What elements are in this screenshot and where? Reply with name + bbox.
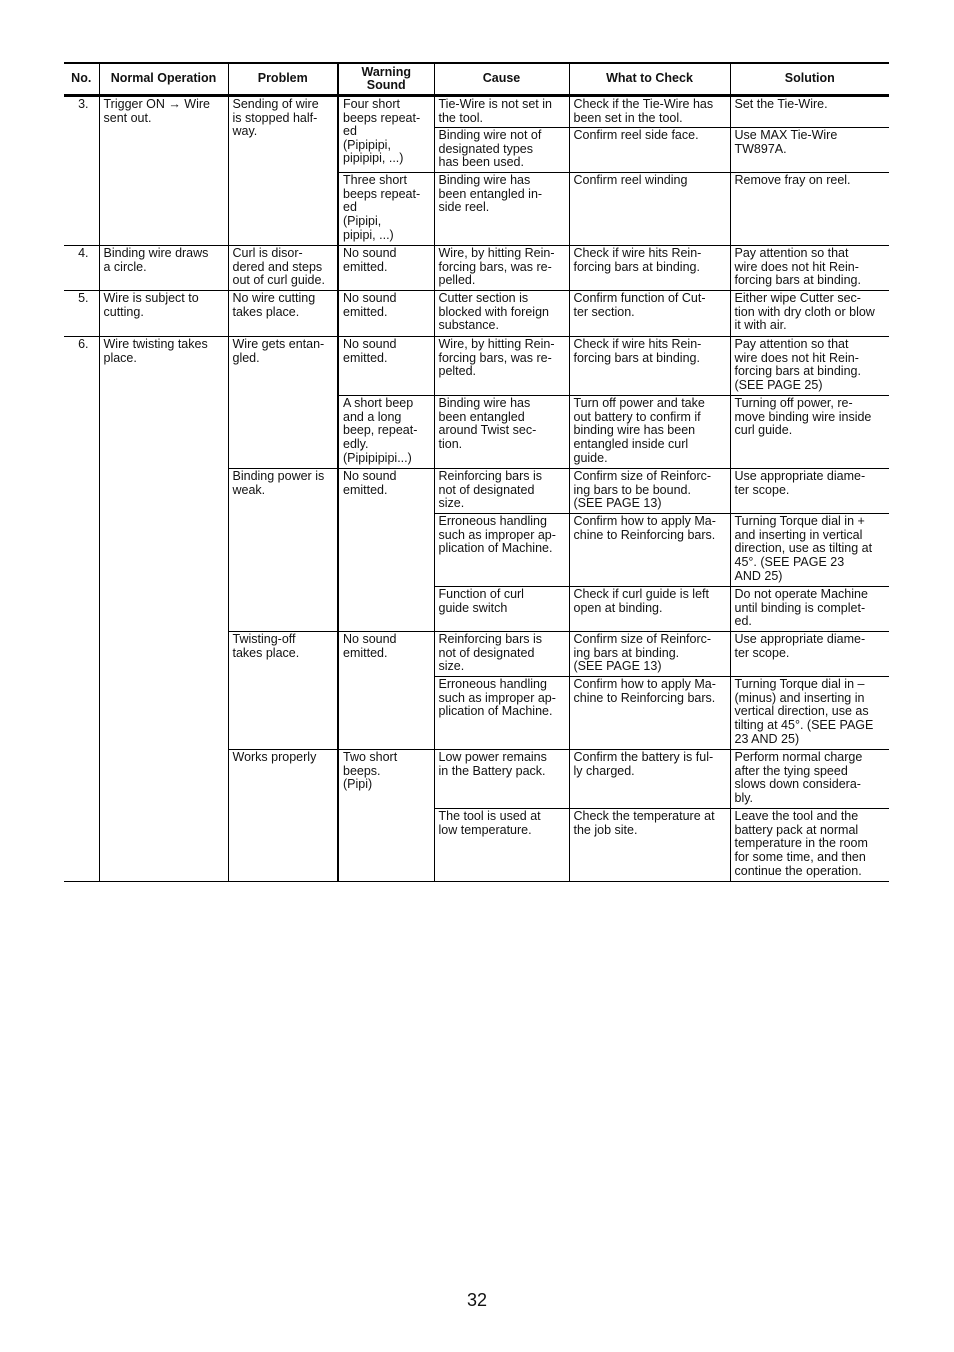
warning-sound-cell: No sound emitted. — [338, 246, 434, 291]
header-normal-operation: Normal Operation — [99, 63, 228, 96]
header-no: No. — [64, 63, 99, 96]
cause-cell: Binding wire has been entangled around Twist sec- tion. — [434, 396, 569, 469]
warning-sound-cell: Two short beeps. (Pipi) — [338, 750, 434, 882]
check-cell: Confirm how to apply Ma- chine to Reinforcing bars. — [569, 677, 730, 750]
check-cell: Check if the Tie-Wire has been set in the tool. — [569, 96, 730, 128]
header-cause: Cause — [434, 63, 569, 96]
problem-cell: Twisting-off takes place. — [228, 632, 338, 750]
warning-sound-cell: No sound emitted. — [338, 291, 434, 337]
row-number: 3. — [64, 96, 99, 246]
row-number: 5. — [64, 291, 99, 337]
check-cell: Confirm how to apply Ma- chine to Reinforcing bars. — [569, 514, 730, 587]
check-cell: Check if wire hits Rein- forcing bars at binding. — [569, 246, 730, 291]
solution-cell: Use appropriate diame- ter scope. — [730, 632, 889, 677]
warning-sound-cell: A short beep and a long beep, repeat- edly. (Pipipipipi...) — [338, 396, 434, 469]
header-solution: Solution — [730, 63, 889, 96]
solution-cell: Pay attention so that wire does not hit Rein- forcing bars at binding. — [730, 246, 889, 291]
warning-sound-cell: No sound emitted. — [338, 632, 434, 750]
row-number: 6. — [64, 337, 99, 882]
check-cell: Confirm size of Reinforc- ing bars to be bound. (SEE PAGE 13) — [569, 469, 730, 514]
problem-cell: Binding power is weak. — [228, 469, 338, 632]
normal-operation-cell: Binding wire draws a circle. — [99, 246, 228, 291]
header-warning-sound: Warning Sound — [338, 63, 434, 96]
solution-cell: Either wipe Cutter sec- tion with dry cloth or blow it with air. — [730, 291, 889, 337]
problem-cell: Sending of wire is stopped half- way. — [228, 96, 338, 246]
table-row — [64, 96, 889, 128]
table-header-row — [64, 63, 889, 96]
check-cell: Check if curl guide is left open at binding. — [569, 587, 730, 632]
cause-cell: Cutter section is blocked with foreign substance. — [434, 291, 569, 337]
solution-cell: Turning Torque dial in – (minus) and inserting in vertical direction, use as tilting at 45°. (SEE PAGE 23 AND 25) — [730, 677, 889, 750]
table-row — [64, 337, 889, 396]
problem-cell: No wire cutting takes place. — [228, 291, 338, 337]
solution-cell: Do not operate Machine until binding is complet- ed. — [730, 587, 889, 632]
warning-sound-cell: No sound emitted. — [338, 469, 434, 632]
check-cell: Confirm reel side face. — [569, 128, 730, 173]
cause-cell: Reinforcing bars is not of designated size. — [434, 632, 569, 677]
normal-operation-cell: Trigger ON → Wire sent out. — [99, 96, 228, 246]
problem-cell: Wire gets entan- gled. — [228, 337, 338, 469]
check-cell: Check the temperature at the job site. — [569, 809, 730, 882]
header-what-to-check: What to Check — [569, 63, 730, 96]
normal-operation-cell: Wire twisting takes place. — [99, 337, 228, 882]
check-cell: Turn off power and take out battery to confirm if binding wire has been entangled inside curl guide. — [569, 396, 730, 469]
cause-cell: Low power remains in the Battery pack. — [434, 750, 569, 809]
page-number: 32 — [466, 1290, 488, 1310]
solution-cell: Perform normal charge after the tying speed slows down considera- bly. — [730, 750, 889, 809]
check-cell: Confirm function of Cut- ter section. — [569, 291, 730, 337]
normal-operation-cell: Wire is subject to cutting. — [99, 291, 228, 337]
check-cell: Check if wire hits Rein- forcing bars at binding. — [569, 337, 730, 396]
cause-cell: Binding wire not of designated types has been used. — [434, 128, 569, 173]
solution-cell: Leave the tool and the battery pack at normal temperature in the room for some time, and then continue the operation. — [730, 809, 889, 882]
cause-cell: Binding wire has been entangled in- side reel. — [434, 173, 569, 246]
table-row — [64, 291, 889, 337]
check-cell: Confirm the battery is ful- ly charged. — [569, 750, 730, 809]
warning-sound-cell: Three short beeps repeat- ed (Pipipi, pipipi, ...) — [338, 173, 434, 246]
row-number: 4. — [64, 246, 99, 291]
solution-cell: Pay attention so that wire does not hit Rein- forcing bars at binding. (SEE PAGE 25) — [730, 337, 889, 396]
solution-cell: Use appropriate diame- ter scope. — [730, 469, 889, 514]
problem-cell: Curl is disor- dered and steps out of curl guide. — [228, 246, 338, 291]
solution-cell: Set the Tie-Wire. — [730, 96, 889, 128]
solution-cell: Remove fray on reel. — [730, 173, 889, 246]
solution-cell: Use MAX Tie-Wire TW897A. — [730, 128, 889, 173]
troubleshooting-table — [64, 62, 889, 882]
cause-cell: Function of curl guide switch — [434, 587, 569, 632]
cause-cell: Erroneous handling such as improper ap- plication of Machine. — [434, 677, 569, 750]
cause-cell: Wire, by hitting Rein- forcing bars, was re- pelted. — [434, 337, 569, 396]
cause-cell: The tool is used at low temperature. — [434, 809, 569, 882]
cause-cell: Reinforcing bars is not of designated size. — [434, 469, 569, 514]
problem-cell: Works properly — [228, 750, 338, 882]
header-problem: Problem — [228, 63, 338, 96]
check-cell: Confirm size of Reinforc- ing bars at binding. (SEE PAGE 13) — [569, 632, 730, 677]
check-cell: Confirm reel winding — [569, 173, 730, 246]
warning-sound-cell: Four short beeps repeat- ed (Pipipipi, pipipipi, ...) — [338, 96, 434, 173]
cause-cell: Tie-Wire is not set in the tool. — [434, 96, 569, 128]
cause-cell: Erroneous handling such as improper ap- plication of Machine. — [434, 514, 569, 587]
cause-cell: Wire, by hitting Rein- forcing bars, was re- pelled. — [434, 246, 569, 291]
warning-sound-cell: No sound emitted. — [338, 337, 434, 396]
solution-cell: Turning off power, re- move binding wire inside curl guide. — [730, 396, 889, 469]
solution-cell: Turning Torque dial in + and inserting in vertical direction, use as tilting at 45°. (SEE PAGE 23 AND 25) — [730, 514, 889, 587]
table-row — [64, 246, 889, 291]
